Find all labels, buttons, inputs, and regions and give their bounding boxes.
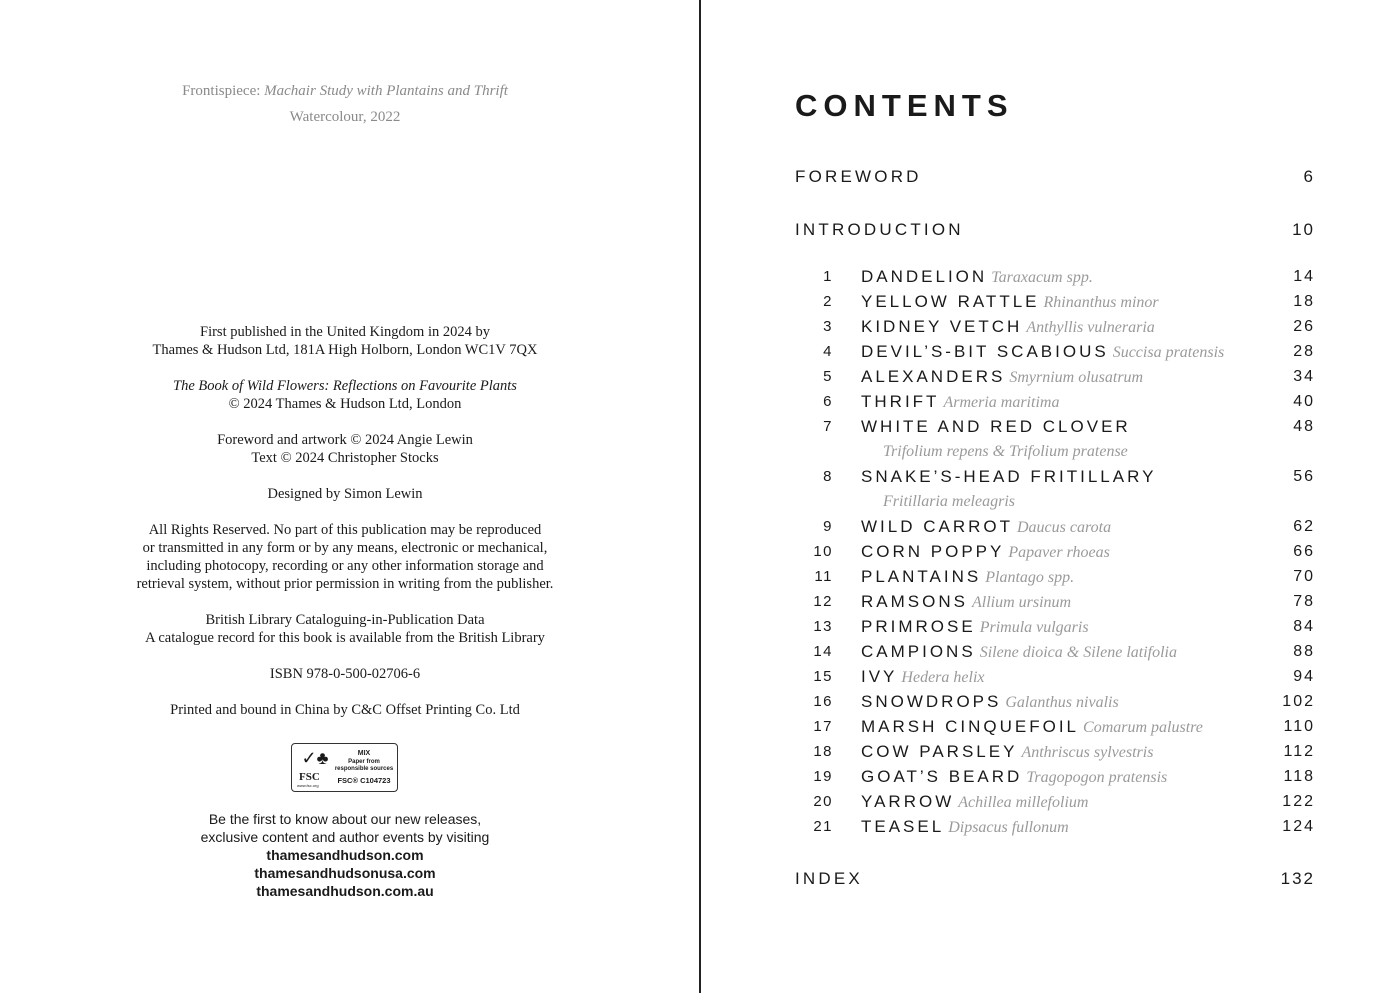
fsc-logo xyxy=(291,743,398,792)
fsc-text: Paper from responsible sources xyxy=(334,759,394,772)
latin-name: Anthriscus sylvestris xyxy=(1021,744,1154,761)
imprint-line: © 2024 Thames & Hudson Ltd, London xyxy=(228,396,462,412)
chapter-name: RAMSONS xyxy=(861,592,968,611)
toc-page-number: 110 xyxy=(1283,718,1315,735)
fsc-mix: MIX xyxy=(357,750,371,757)
latin-name: Papaver rhoeas xyxy=(1008,544,1110,561)
imprint-paragraph xyxy=(0,665,690,683)
chapter-title xyxy=(861,564,1074,590)
chapter-name: CAMPIONS xyxy=(861,642,976,661)
imprint-paragraph xyxy=(0,611,690,647)
website-link[interactable]: thamesandhudson.com.au xyxy=(256,883,434,899)
imprint-line: A catalogue record for this book is available from the British Library xyxy=(145,630,545,646)
chapter-name: COW PARSLEY xyxy=(861,742,1018,761)
toc-page-number: 10 xyxy=(1292,220,1315,239)
latin-name: Armeria maritima xyxy=(943,394,1060,411)
imprint-line: British Library Cataloguing-in-Publication Data xyxy=(205,612,485,628)
toc-page-number: 26 xyxy=(1293,318,1315,335)
chapter-number: 9 xyxy=(823,518,833,535)
toc-chapter-row[interactable] xyxy=(795,739,1315,764)
chapter-number: 18 xyxy=(813,743,833,760)
imprint-paragraph xyxy=(0,377,690,413)
chapter-number: 4 xyxy=(823,343,833,360)
chapter-number: 5 xyxy=(823,368,833,385)
latin-name: Dipsacus fullonum xyxy=(948,819,1069,836)
chapter-number: 13 xyxy=(813,618,833,635)
toc-chapter-row[interactable] xyxy=(795,689,1315,714)
imprint-line: All Rights Reserved. No part of this publication may be reproduced xyxy=(148,522,542,538)
chapter-name: MARSH CINQUEFOIL xyxy=(861,717,1080,736)
chapter-number: 15 xyxy=(813,668,833,685)
imprint-line: or transmitted in any form or by any means, electronic or mechanical, xyxy=(142,540,548,556)
contents-title: CONTENTS xyxy=(795,88,1014,123)
toc-chapter-row[interactable] xyxy=(795,789,1315,814)
chapter-number: 19 xyxy=(813,768,833,785)
imprint-line: Designed by Simon Lewin xyxy=(267,486,423,502)
toc-page-number: 84 xyxy=(1293,618,1315,635)
chapter-number: 1 xyxy=(823,268,833,285)
latin-name: Primula vulgaris xyxy=(979,619,1089,636)
toc-page-number: 118 xyxy=(1283,768,1315,785)
toc-page-number: 18 xyxy=(1293,293,1315,310)
toc-chapter-row[interactable] xyxy=(795,664,1315,689)
chapter-title xyxy=(861,789,1088,815)
chapter-name: PRIMROSE xyxy=(861,617,976,636)
toc-introduction[interactable] xyxy=(795,220,1315,240)
imprint-line: Thames & Hudson Ltd, 181A High Holborn, London WC1V 7QX xyxy=(152,342,538,358)
frontispiece-caption xyxy=(0,83,690,100)
chapter-title xyxy=(861,714,1203,740)
toc-chapter-row[interactable] xyxy=(795,564,1315,589)
chapter-title xyxy=(861,514,1111,540)
chapter-title xyxy=(861,539,1110,565)
website-block xyxy=(0,810,690,900)
toc-page-number: 102 xyxy=(1282,693,1315,710)
imprint-paragraph xyxy=(0,323,690,359)
toc-chapter-row[interactable] xyxy=(795,589,1315,614)
imprint-line: ISBN 978-0-500-02706-6 xyxy=(269,666,421,682)
imprint-paragraph xyxy=(0,431,690,467)
imprint-block xyxy=(0,323,690,737)
chapter-number: 7 xyxy=(823,418,833,435)
toc-chapter-row[interactable] xyxy=(795,364,1315,389)
chapter-number: 3 xyxy=(823,318,833,335)
chapter-number: 2 xyxy=(823,293,833,310)
toc-page-number: 66 xyxy=(1293,543,1315,560)
chapter-number: 20 xyxy=(813,793,833,810)
chapter-title xyxy=(861,414,1131,439)
chapter-title xyxy=(861,589,1071,615)
imprint-line: Text © 2024 Christopher Stocks xyxy=(251,450,439,466)
toc-label: INDEX xyxy=(795,869,863,888)
toc-chapter-row[interactable] xyxy=(795,614,1315,639)
chapter-name: WHITE AND RED CLOVER xyxy=(861,417,1131,436)
chapter-name: YELLOW RATTLE xyxy=(861,292,1040,311)
chapter-name: THRIFT xyxy=(861,392,940,411)
toc-chapter-row[interactable] xyxy=(795,514,1315,539)
toc-chapter-row[interactable] xyxy=(795,314,1315,339)
toc-page-number: 14 xyxy=(1293,268,1315,285)
imprint-paragraph xyxy=(0,485,690,503)
fsc-url: www.fsc.org xyxy=(297,783,319,788)
chapter-title xyxy=(861,814,1069,840)
toc-page-number: 132 xyxy=(1280,869,1315,888)
toc-chapter-row[interactable] xyxy=(795,764,1315,789)
chapter-number: 12 xyxy=(813,593,833,610)
chapter-title xyxy=(861,639,1177,665)
imprint-line: retrieval system, without prior permission in writing from the publisher. xyxy=(136,576,554,592)
toc-index[interactable] xyxy=(795,869,1315,889)
toc-chapter-row[interactable] xyxy=(795,464,1315,489)
toc-page-number: 6 xyxy=(1303,167,1315,186)
fsc-code: FSC® C104723 xyxy=(337,776,391,785)
imprint-line: Foreword and artwork © 2024 Angie Lewin xyxy=(217,432,473,448)
chapter-title xyxy=(861,339,1224,365)
chapter-number: 8 xyxy=(823,468,833,485)
chapter-number: 16 xyxy=(813,693,833,710)
latin-name: Trifolium repens & Trifolium pratense xyxy=(883,443,1128,460)
toc-page-number: 94 xyxy=(1293,668,1315,685)
imprint-line: First published in the United Kingdom in 2024 by xyxy=(200,324,490,340)
chapter-number: 21 xyxy=(813,818,833,835)
chapter-name: ALEXANDERS xyxy=(861,367,1006,386)
contents-page xyxy=(701,0,1400,993)
chapter-name: DEVIL’S-BIT SCABIOUS xyxy=(861,342,1109,361)
toc-page-number: 48 xyxy=(1293,418,1315,435)
web-intro-line: Be the first to know about our new releases, xyxy=(208,811,482,827)
chapter-title xyxy=(861,689,1119,715)
latin-name: Hedera helix xyxy=(901,669,985,686)
toc-chapter-row[interactable] xyxy=(795,414,1315,439)
chapter-number: 14 xyxy=(813,643,833,660)
web-intro-line: exclusive content and author events by visiting xyxy=(200,829,490,845)
toc-page-number: 40 xyxy=(1293,393,1315,410)
toc-page-number: 28 xyxy=(1293,343,1315,360)
chapter-name: GOAT’S BEARD xyxy=(861,767,1023,786)
latin-name: Daucus carota xyxy=(1017,519,1112,536)
toc-chapter-row[interactable] xyxy=(795,389,1315,414)
toc-chapter-row[interactable] xyxy=(795,289,1315,314)
latin-name: Tragopogon pratensis xyxy=(1026,769,1168,786)
imprint-line: including photocopy, recording or any other information storage and xyxy=(146,558,544,574)
chapter-title xyxy=(861,464,1156,489)
toc-chapter-row[interactable] xyxy=(795,814,1315,839)
chapter-title xyxy=(861,764,1167,790)
chapter-title xyxy=(861,264,1093,290)
toc-page-number: 34 xyxy=(1293,368,1315,385)
latin-name: Taraxacum spp. xyxy=(991,269,1093,286)
latin-name: Achillea millefolium xyxy=(958,794,1089,811)
toc-page-number: 62 xyxy=(1293,518,1315,535)
chapter-name: KIDNEY VETCH xyxy=(861,317,1023,336)
toc-label: INTRODUCTION xyxy=(795,220,964,239)
chapter-title xyxy=(861,614,1089,640)
latin-name: Plantago spp. xyxy=(985,569,1075,586)
chapter-number: 10 xyxy=(813,543,833,560)
chapter-title xyxy=(861,389,1059,415)
chapter-name: TEASEL xyxy=(861,817,945,836)
latin-name: Fritillaria meleagris xyxy=(883,493,1015,510)
chapter-name: IVY xyxy=(861,667,898,686)
website-link[interactable]: thamesandhudsonusa.com xyxy=(254,865,436,881)
chapter-name: DANDELION xyxy=(861,267,988,286)
chapter-title xyxy=(861,664,984,690)
latin-name: Rhinanthus minor xyxy=(1043,294,1159,311)
toc-page-number: 88 xyxy=(1293,643,1315,660)
chapter-number: 11 xyxy=(814,568,833,585)
latin-name: Allium ursinum xyxy=(971,594,1072,611)
latin-name: Succisa pratensis xyxy=(1112,344,1225,361)
toc-page-number: 78 xyxy=(1293,593,1315,610)
chapter-name: SNAKE’S-HEAD FRITILLARY xyxy=(861,467,1157,486)
imprint-line: The Book of Wild Flowers: Reflections on Favourite Plants xyxy=(173,378,517,394)
toc-foreword[interactable] xyxy=(795,167,1315,187)
imprint-line: Printed and bound in China by C&C Offset Printing Co. Ltd xyxy=(170,702,520,718)
caption-medium: Watercolour, 2022 xyxy=(289,109,401,125)
toc-page-number: 56 xyxy=(1293,468,1315,485)
latin-name: Silene dioica & Silene latifolia xyxy=(979,644,1177,661)
chapter-title xyxy=(861,314,1155,340)
toc-page-number: 124 xyxy=(1282,818,1315,835)
toc-chapter-row[interactable] xyxy=(795,339,1315,364)
chapter-name: WILD CARROT xyxy=(861,517,1013,536)
chapter-name: SNOWDROPS xyxy=(861,692,1002,711)
fsc-tree-icon: ✓♣ xyxy=(301,748,329,768)
latin-name: Comarum palustre xyxy=(1083,719,1203,736)
imprint-paragraph xyxy=(0,701,690,719)
chapter-number: 6 xyxy=(823,393,833,410)
toc-page-number: 112 xyxy=(1283,743,1315,760)
chapter-list xyxy=(795,264,1315,839)
copyright-page xyxy=(0,0,699,993)
chapter-title xyxy=(861,289,1159,315)
chapter-name: YARROW xyxy=(861,792,955,811)
toc-page-number: 122 xyxy=(1282,793,1315,810)
chapter-title xyxy=(861,739,1153,765)
chapter-name: PLANTAINS xyxy=(861,567,982,586)
toc-chapter-row[interactable] xyxy=(795,639,1315,664)
website-link[interactable]: thamesandhudson.com xyxy=(266,847,424,863)
fsc-brand: FSC xyxy=(299,771,320,783)
toc-chapter-row[interactable] xyxy=(795,264,1315,289)
imprint-paragraph xyxy=(0,521,690,593)
chapter-number: 17 xyxy=(813,718,833,735)
latin-name: Anthyllis vulneraria xyxy=(1026,319,1155,336)
toc-chapter-row[interactable] xyxy=(795,539,1315,564)
latin-name: Smyrnium olusatrum xyxy=(1009,369,1144,386)
chapter-title xyxy=(861,364,1143,390)
toc-chapter-row[interactable] xyxy=(795,714,1315,739)
caption-prefix: Frontispiece: xyxy=(182,83,265,99)
caption-title: Machair Study with Plantains and Thrift xyxy=(264,83,508,99)
latin-name: Galanthus nivalis xyxy=(1005,694,1119,711)
chapter-name: CORN POPPY xyxy=(861,542,1005,561)
toc-page-number: 70 xyxy=(1293,568,1315,585)
toc-label: FOREWORD xyxy=(795,167,922,186)
